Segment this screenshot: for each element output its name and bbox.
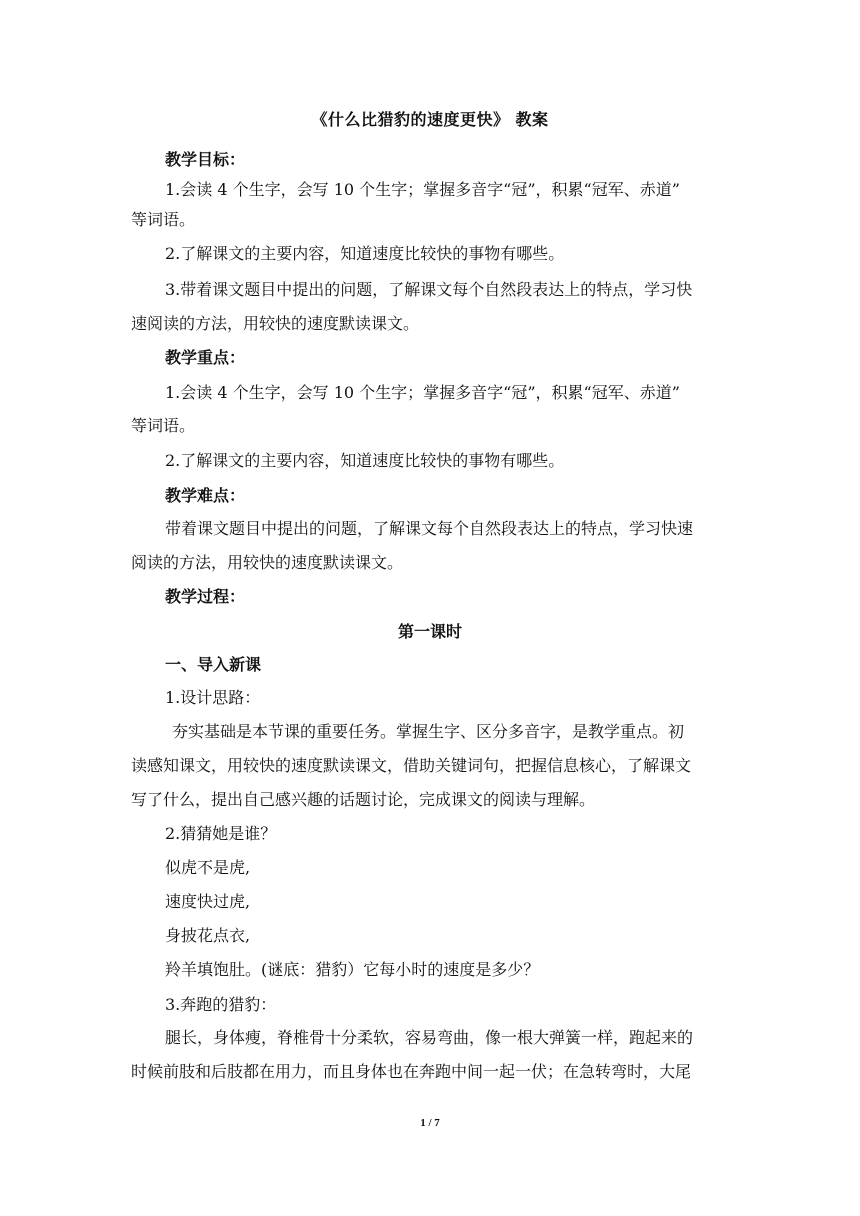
design-label: 1.设计思路：	[165, 688, 261, 707]
lesson-heading: 第一课时	[397, 622, 462, 641]
design-line-1: 夯实基础是本节课的重要任务。掌握生字、区分多音字，是教学重点。初	[172, 722, 685, 741]
part-1-heading: 一、导入新课	[165, 655, 262, 674]
goal-1-line-2: 等词语。	[131, 210, 196, 229]
difficulty-line-1: 带着课文题目中提出的问题，了解课文每个自然段表达上的特点，学习快速	[165, 519, 694, 538]
design-line-3: 写了什么，提出自己感兴趣的话题讨论，完成课文的阅读与理解。	[131, 790, 596, 809]
key-2: 2.了解课文的主要内容，知道速度比较快的事物有哪些。	[165, 451, 565, 470]
difficulty-heading: 教学难点：	[165, 486, 246, 505]
goal-3-line-1: 3.带着课文题目中提出的问题，了解课文每个自然段表达上的特点，学习快	[165, 280, 693, 299]
document-title: 《什么比猎豹的速度更快》 教案	[311, 110, 549, 129]
key-1-line-1: 1.会读 4 个生字，会写 10 个生字；掌握多音字“冠”，积累“冠军、赤道”	[165, 383, 680, 402]
design-line-2: 读感知课文，用较快的速度默读课文，借助关键词句，把握信息核心，了解课文	[131, 756, 692, 775]
riddle-line-2: 速度快过虎,	[165, 892, 251, 911]
process-heading: 教学过程：	[165, 587, 246, 606]
cheetah-line-2: 时候前肢和后肢都在用力，而且身体也在奔跑中间一起一伏；在急转弯时，大尾	[131, 1062, 692, 1081]
difficulty-line-2: 阅读的方法，用较快的速度默读课文。	[131, 553, 404, 572]
key-points-heading: 教学重点：	[165, 348, 246, 367]
page-indicator: 1 / 7	[420, 1117, 440, 1129]
goal-1-line-1: 1.会读 4 个生字，会写 10 个生字；掌握多音字“冠”，积累“冠军、赤道”	[165, 180, 680, 199]
goal-3-line-2: 速阅读的方法，用较快的速度默读课文。	[131, 314, 420, 333]
riddle-line-3: 身披花点衣,	[165, 926, 251, 945]
cheetah-label: 3.奔跑的猎豹：	[165, 995, 277, 1014]
riddle-label: 2.猜猜她是谁？	[165, 824, 277, 843]
riddle-line-1: 似虎不是虎,	[165, 858, 251, 877]
key-1-line-2: 等词语。	[131, 416, 196, 435]
goal-2: 2.了解课文的主要内容，知道速度比较快的事物有哪些。	[165, 244, 565, 263]
cheetah-line-1: 腿长，身体瘦，脊椎骨十分柔软，容易弯曲，像一根大弹簧一样，跑起来的	[165, 1028, 694, 1047]
goals-heading: 教学目标：	[165, 150, 246, 169]
riddle-line-4: 羚羊填饱肚。(谜底：猎豹）它每小时的速度是多少？	[165, 960, 540, 979]
